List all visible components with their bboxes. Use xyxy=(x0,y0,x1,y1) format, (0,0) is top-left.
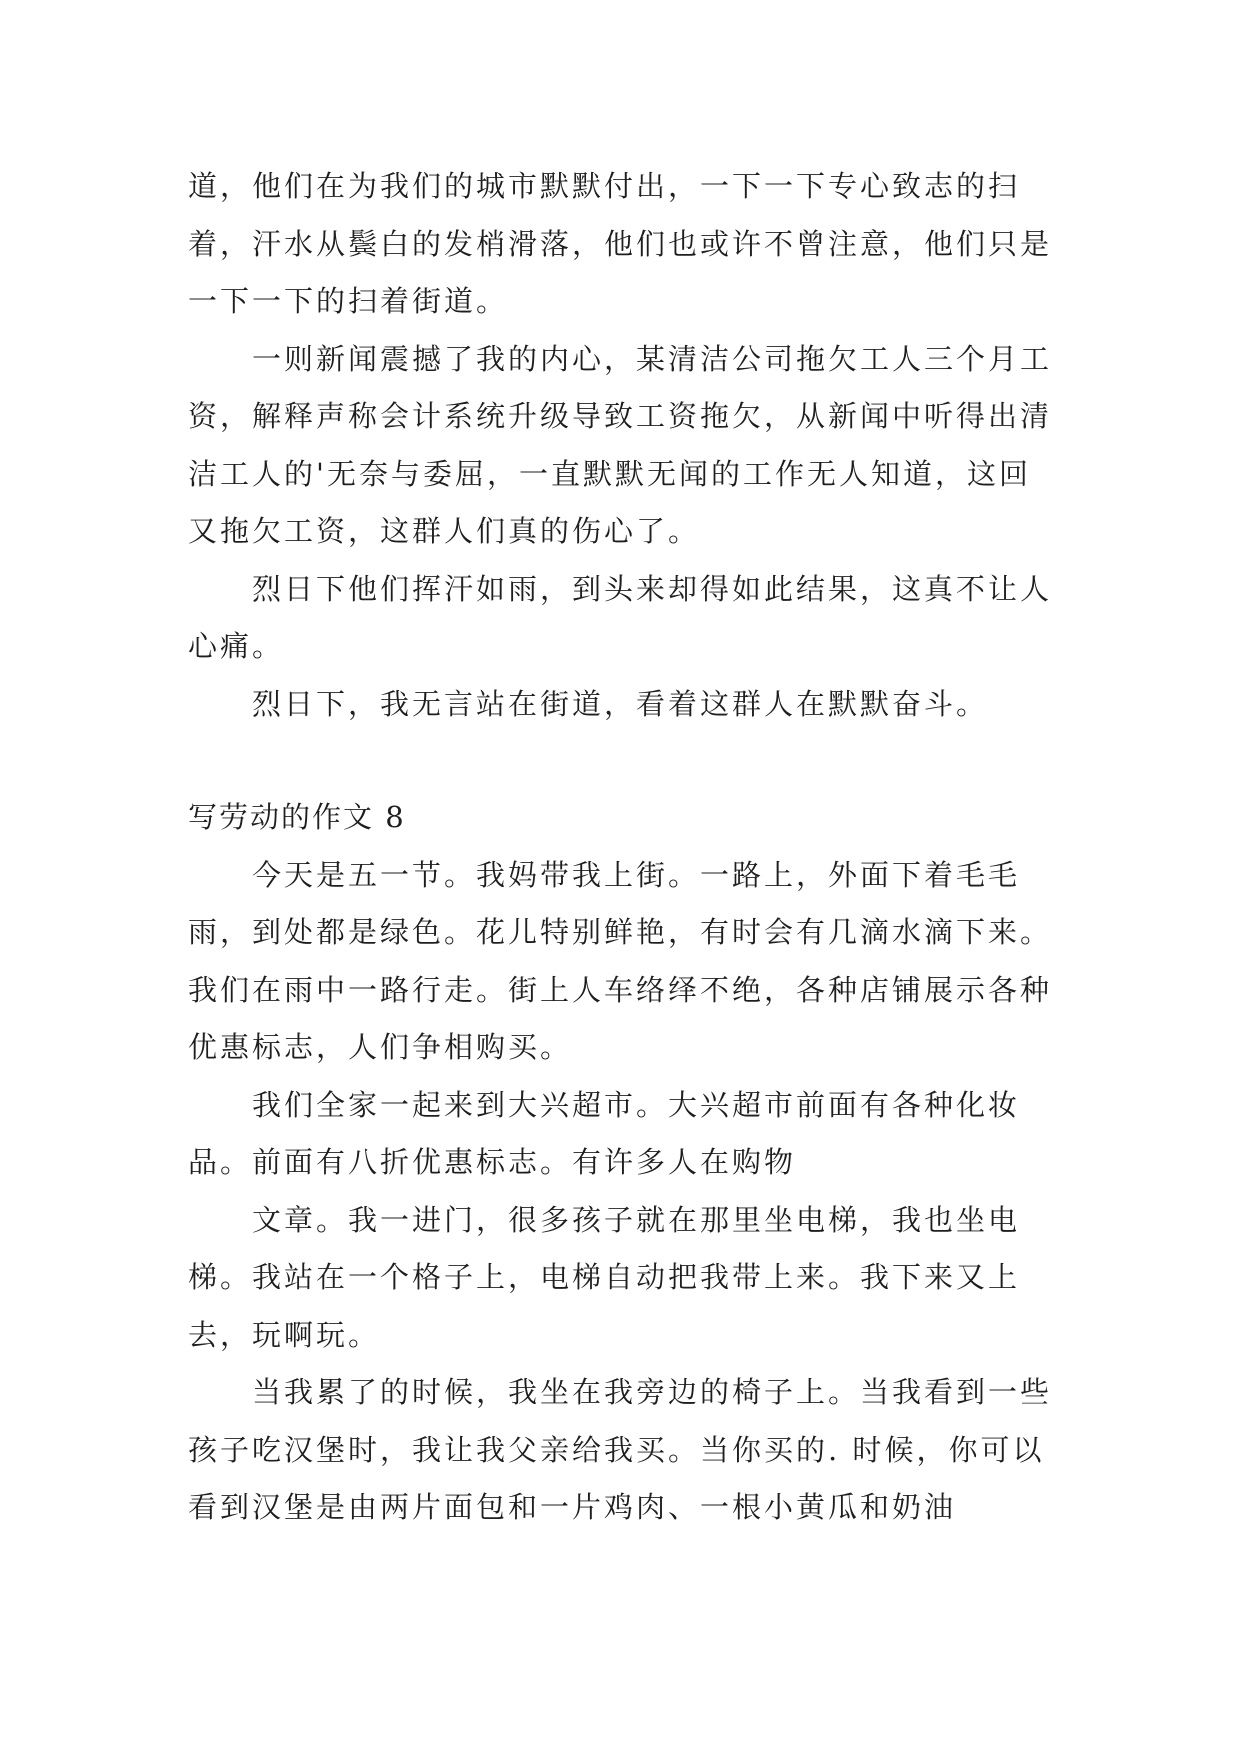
paragraph: 道，他们在为我们的城市默默付出，一下一下专心致志的扫着，汗水从鬓白的发梢滑落，他们也或许不曾注意，他们只是一下一下的扫着街道。 xyxy=(188,169,1053,318)
paragraph: 今天是五一节。我妈带我上街。一路上，外面下着毛毛雨，到处都是绿色。花儿特别鲜艳，有时会有几滴水滴下来。我们在雨中一路行走。街上人车络绎不绝，各种店铺展示各种优惠标志，人们争相购买。 xyxy=(188,857,1053,1064)
document-body xyxy=(188,158,1058,1537)
paragraph: 一则新闻震撼了我的内心，某清洁公司拖欠工人三个月工资，解释声称会计系统升级导致工资拖欠，从新闻中听得出清洁工人的'无奈与委屈，一直默默无闻的工作无人知道，这回又拖欠工资，这群人们真的伤心了。 xyxy=(188,341,1053,548)
paragraph: 当我累了的时候，我坐在我旁边的椅子上。当我看到一些孩子吃汉堡时，我让我父亲给我买。当你买的. 时候，你可以看到汉堡是由两片面包和一片鸡肉、一根小黄瓜和奶油 xyxy=(188,1375,1053,1524)
paragraph: 烈日下他们挥汗如雨，到头来却得如此结果，这真不让人心痛。 xyxy=(188,571,1053,663)
section-title: 写劳动的作文 8 xyxy=(188,800,406,834)
paragraph: 文章。我一进门，很多孩子就在那里坐电梯，我也坐电梯。我站在一个格子上，电梯自动把我带上来。我下来又上去，玩啊玩。 xyxy=(188,1202,1021,1352)
paragraph: 我们全家一起来到大兴超市。大兴超市前面有各种化妆品。前面有八折优惠标志。有许多人在购物 xyxy=(188,1087,1021,1179)
paragraph: 烈日下，我无言站在街道，看着这群人在默默奋斗。 xyxy=(252,686,989,721)
section-spacer xyxy=(188,733,1058,789)
